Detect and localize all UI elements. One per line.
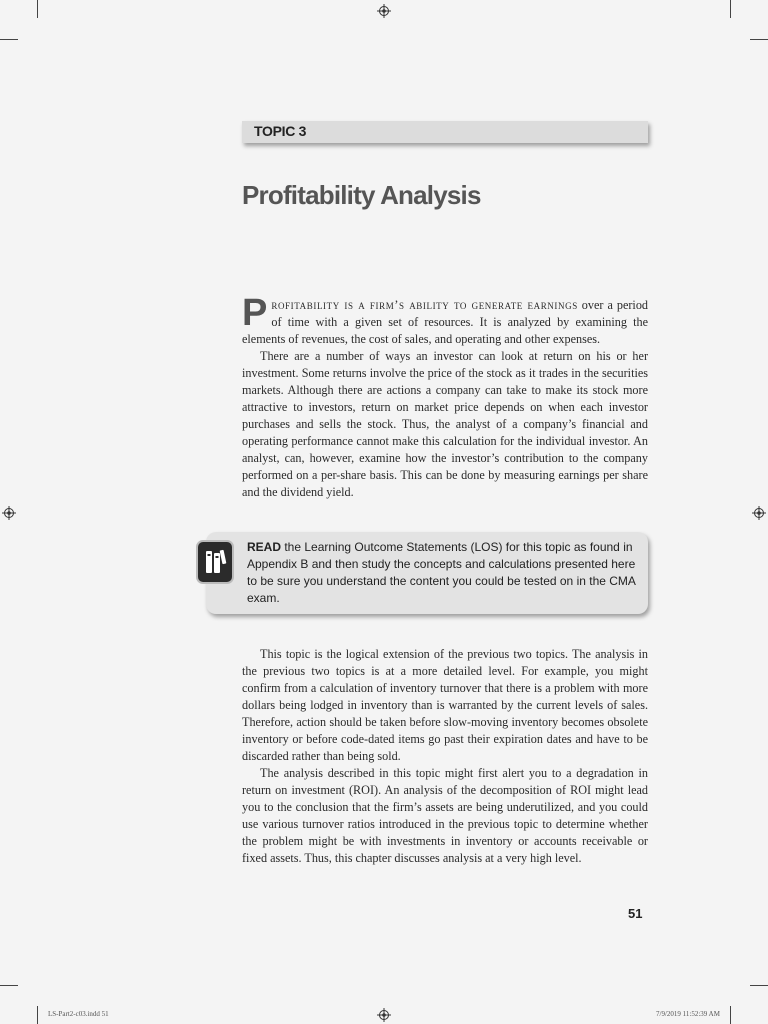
topic-bar (242, 121, 648, 143)
read-body: the Learning Outcome Statements (LOS) for this topic as found in Appendix B and then study the concepts and calculations presented here to be sure you understand the content you could be tested on in the CMA exam. (247, 540, 636, 605)
registration-mark-icon (377, 4, 391, 18)
topic-label: TOPIC 3 (254, 123, 307, 139)
slug-left: LS-Part2-c03.indd 51 (48, 1010, 109, 1018)
page-title: Profitability Analysis (242, 180, 481, 210)
crop-mark (730, 1006, 731, 1024)
page-number: 51 (628, 906, 643, 921)
crop-mark (730, 0, 731, 18)
book-icon (196, 540, 234, 584)
read-callout-text (247, 539, 637, 607)
body-paragraph: The analysis described in this topic might first alert you to a degradation in return on investment (ROI). An analysis of the decomposition of ROI might lead you to the conclusion that the firm’s assets are being underutilized, and you could use various turnover ratios introduced in the previous topic to determine whether the problem might be with investments in inventory or accounts receivable or fixed assets. Thus, this chapter discusses analysis at a very high level. (242, 766, 648, 865)
intro-section (242, 292, 649, 501)
crop-mark (37, 1006, 38, 1024)
slug-right: 7/9/2019 11:52:39 AM (656, 1010, 720, 1018)
registration-mark-icon (377, 1008, 391, 1022)
intro-lead: rofitability is a firm’s ability to generate earnings (271, 298, 578, 312)
crop-mark (750, 985, 768, 986)
registration-mark-icon (2, 506, 16, 520)
body-paragraph: This topic is the logical extension of the previous two topics. The analysis in the previous two topics is at a more detailed level. For example, you might confirm from a calculation of inventory turnover that there is a problem with more dollars being lodged in inventory than is warranted by the current levels of sales. Therefore, action should be taken before slow-moving inventory becomes obsolete inventory or before code-dated items go past their expiration dates and have to be discarded rather than being sold. (242, 647, 648, 763)
crop-mark (750, 39, 768, 40)
intro-paragraph (242, 292, 649, 348)
drop-cap: P (242, 292, 268, 334)
intro-rest: over a period of time with a given set of resources. It is analyzed by examining the elements of revenues, the cost of sales, and operating and other expenses. (242, 298, 649, 346)
crop-mark (37, 0, 38, 18)
body-paragraph: There are a number of ways an investor can look at return on his or her investment. Some returns involve the price of the stock as it trades in the securities markets. Although there are actions a company can take to make its stock more attractive to investors, return on market price depends on when each investor purchases and sells the stock. Thus, the analyst of a company’s financial and operating performance cannot make this calculation for the individual investor. An analyst, can, however, examine how the investor’s contribution to the company performed on a per-share basis. This can be done by measuring earnings per share and the dividend yield. (242, 349, 648, 499)
crop-mark (0, 985, 18, 986)
registration-mark-icon (752, 506, 766, 520)
main-section (242, 646, 648, 867)
crop-mark (0, 39, 18, 40)
read-lead: READ (247, 540, 282, 554)
